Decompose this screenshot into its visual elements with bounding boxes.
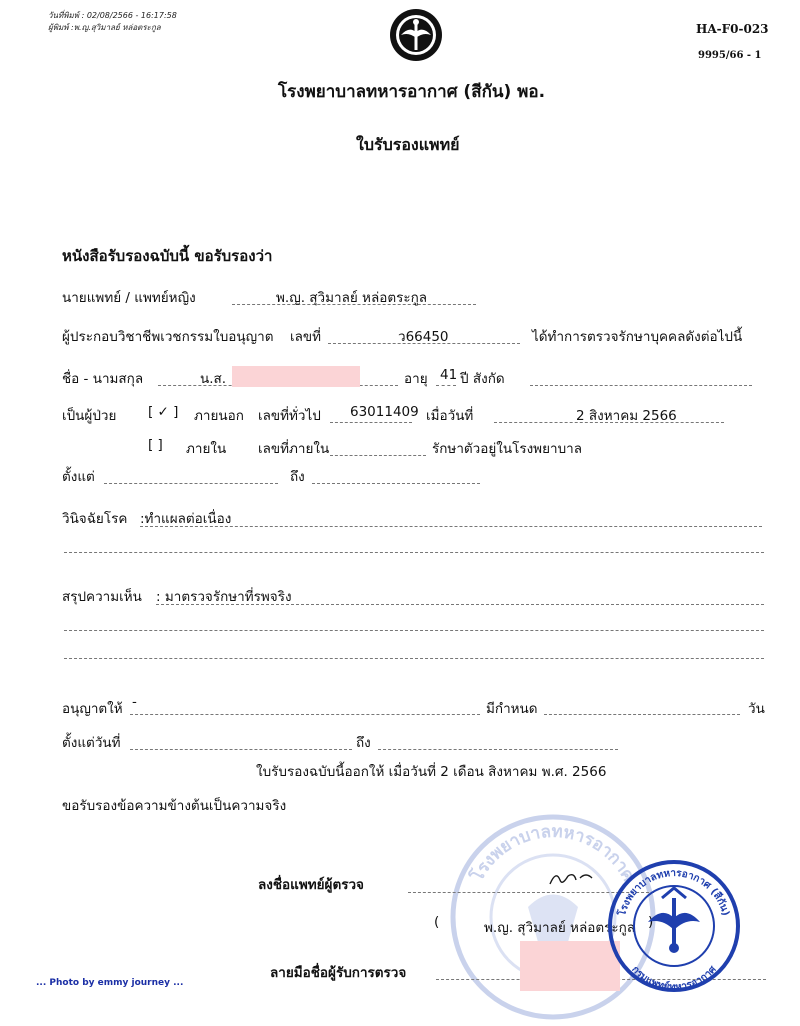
affiliation-line bbox=[530, 385, 752, 386]
patient-name-label: ชื่อ - นามสกุล bbox=[62, 371, 144, 387]
admit-text: รักษาตัวอยู่ในโรงพยาบาล bbox=[432, 441, 582, 457]
admit-to-line bbox=[312, 483, 480, 484]
stamp-bottom-text: กรมแพทย์ทหารอากาศ bbox=[629, 964, 719, 994]
license-suffix: ได้ทำการตรวจรักษาบุคคลดังต่อไปนี้ bbox=[532, 329, 743, 345]
signature-doctor-name: พ.ญ. สุวิมาลย์ หล่อตระกูล bbox=[484, 920, 636, 936]
opd-checkbox[interactable]: [ ✓ ] bbox=[148, 404, 179, 420]
svg-text:กรมแพทย์ทหารอากาศ bbox=[629, 964, 719, 993]
leave-period-label: มีกำหนด bbox=[486, 701, 538, 717]
diagnosis-label: วินิจฉัยโรค bbox=[62, 511, 128, 527]
admit-from-line bbox=[104, 483, 278, 484]
photo-credit: ... Photo by emmy journey ... bbox=[36, 978, 184, 988]
leave-line bbox=[130, 714, 480, 715]
age-line bbox=[436, 385, 456, 386]
opinion-label: สรุปความเห็น bbox=[62, 589, 142, 605]
age-unit-label: ปี สังกัด bbox=[460, 371, 505, 387]
patient-type-label: เป็นผู้ป่วย bbox=[62, 408, 117, 424]
admit-to-label: ถึง bbox=[290, 469, 305, 485]
redacted-patient-signature bbox=[520, 941, 620, 991]
opinion-line-3 bbox=[64, 658, 764, 659]
doctor-name-close-paren: ) bbox=[648, 914, 654, 930]
opinion-value: : มาตรวจรักษาที่รพจริง bbox=[156, 589, 292, 605]
printed-date: วันที่พิมพ์ : 02/08/2566 - 16:17:58 bbox=[48, 11, 177, 20]
age-label: อายุ bbox=[404, 371, 428, 387]
form-code: HA-F0-023 bbox=[696, 22, 769, 36]
leave-to-line bbox=[378, 749, 618, 750]
hn-line bbox=[330, 422, 412, 423]
stamp-top-text: โรงพยาบาลทหารอากาศ (สีกัน) bbox=[617, 867, 731, 918]
ipd-label: ภายใน bbox=[186, 441, 227, 457]
leave-value: - bbox=[132, 694, 137, 710]
reference-number: 9995/66 - 1 bbox=[698, 50, 762, 61]
visit-date-label: เมื่อวันที่ bbox=[426, 408, 474, 424]
patient-title: น.ส. bbox=[200, 371, 227, 387]
leave-period-line bbox=[544, 714, 740, 715]
diagnosis-line-2 bbox=[64, 552, 764, 553]
document-title: ใบรับรองแพทย์ bbox=[356, 135, 460, 154]
leave-from-line bbox=[130, 749, 352, 750]
opinion-line-1 bbox=[156, 604, 764, 605]
hospital-name: โรงพยาบาลทหารอากาศ (สีกัน) พอ. bbox=[278, 82, 546, 102]
doctor-label: นายแพทย์ / แพทย์หญิง bbox=[62, 290, 196, 306]
leave-to-label: ถึง bbox=[356, 735, 371, 751]
license-number: ว66450 bbox=[398, 329, 449, 345]
certify-statement: ขอรับรองข้อความข้างต้นเป็นความจริง bbox=[62, 798, 287, 814]
leave-unit: วัน bbox=[748, 701, 765, 717]
intro-statement: หนังสือรับรองฉบับนี้ ขอรับรองว่า bbox=[62, 247, 273, 265]
an-label: เลขที่ภายใน bbox=[258, 441, 330, 457]
doctor-signature-label: ลงชื่อแพทย์ผู้ตรวจ bbox=[258, 877, 364, 893]
ipd-checkbox[interactable]: [ ] bbox=[148, 437, 163, 453]
hn-label: เลขที่ทั่วไป bbox=[258, 408, 321, 424]
patient-signature-label: ลายมือชื่อผู้รับการตรวจ bbox=[270, 965, 407, 981]
leave-from-label: ตั้งแต่วันที่ bbox=[62, 735, 121, 751]
faint-stamp-text: โรงพยาบาลทหารอากาศ bbox=[467, 821, 639, 885]
patient-age: 41 bbox=[440, 367, 458, 383]
diagnosis-value: :ทำแผลต่อเนื่อง bbox=[140, 511, 232, 527]
redacted-patient-name bbox=[232, 366, 360, 387]
license-no-label: เลขที่ bbox=[290, 329, 322, 345]
license-label: ผู้ประกอบวิชาชีพเวชกรรมใบอนุญาต bbox=[62, 329, 274, 345]
hn-number: 63011409 bbox=[350, 404, 419, 420]
opinion-line-2 bbox=[64, 630, 764, 631]
opd-label: ภายนอก bbox=[194, 408, 244, 424]
visit-date: 2 สิงหาคม 2566 bbox=[576, 408, 677, 424]
printed-by: ผู้พิมพ์ :พ.ญ.สุวิมาลย์ หล่อตระกูล bbox=[48, 23, 161, 32]
doctor-name: พ.ญ. สุวิมาลย์ หล่อตระกูล bbox=[276, 290, 428, 306]
doctor-name-open-paren: ( bbox=[434, 914, 440, 930]
an-line bbox=[330, 455, 426, 456]
leave-label: อนุญาตให้ bbox=[62, 701, 123, 717]
diagnosis-line-1 bbox=[140, 526, 762, 527]
air-force-hospital-emblem-icon bbox=[389, 8, 443, 62]
doctor-signature bbox=[546, 866, 596, 896]
issued-statement: ใบรับรองฉบับนี้ออกให้ เมื่อวันที่ 2 เดือน สิงหาคม พ.ศ. 2566 bbox=[256, 764, 607, 780]
official-hospital-stamp bbox=[606, 858, 742, 994]
admit-from-label: ตั้งแต่ bbox=[62, 469, 95, 485]
